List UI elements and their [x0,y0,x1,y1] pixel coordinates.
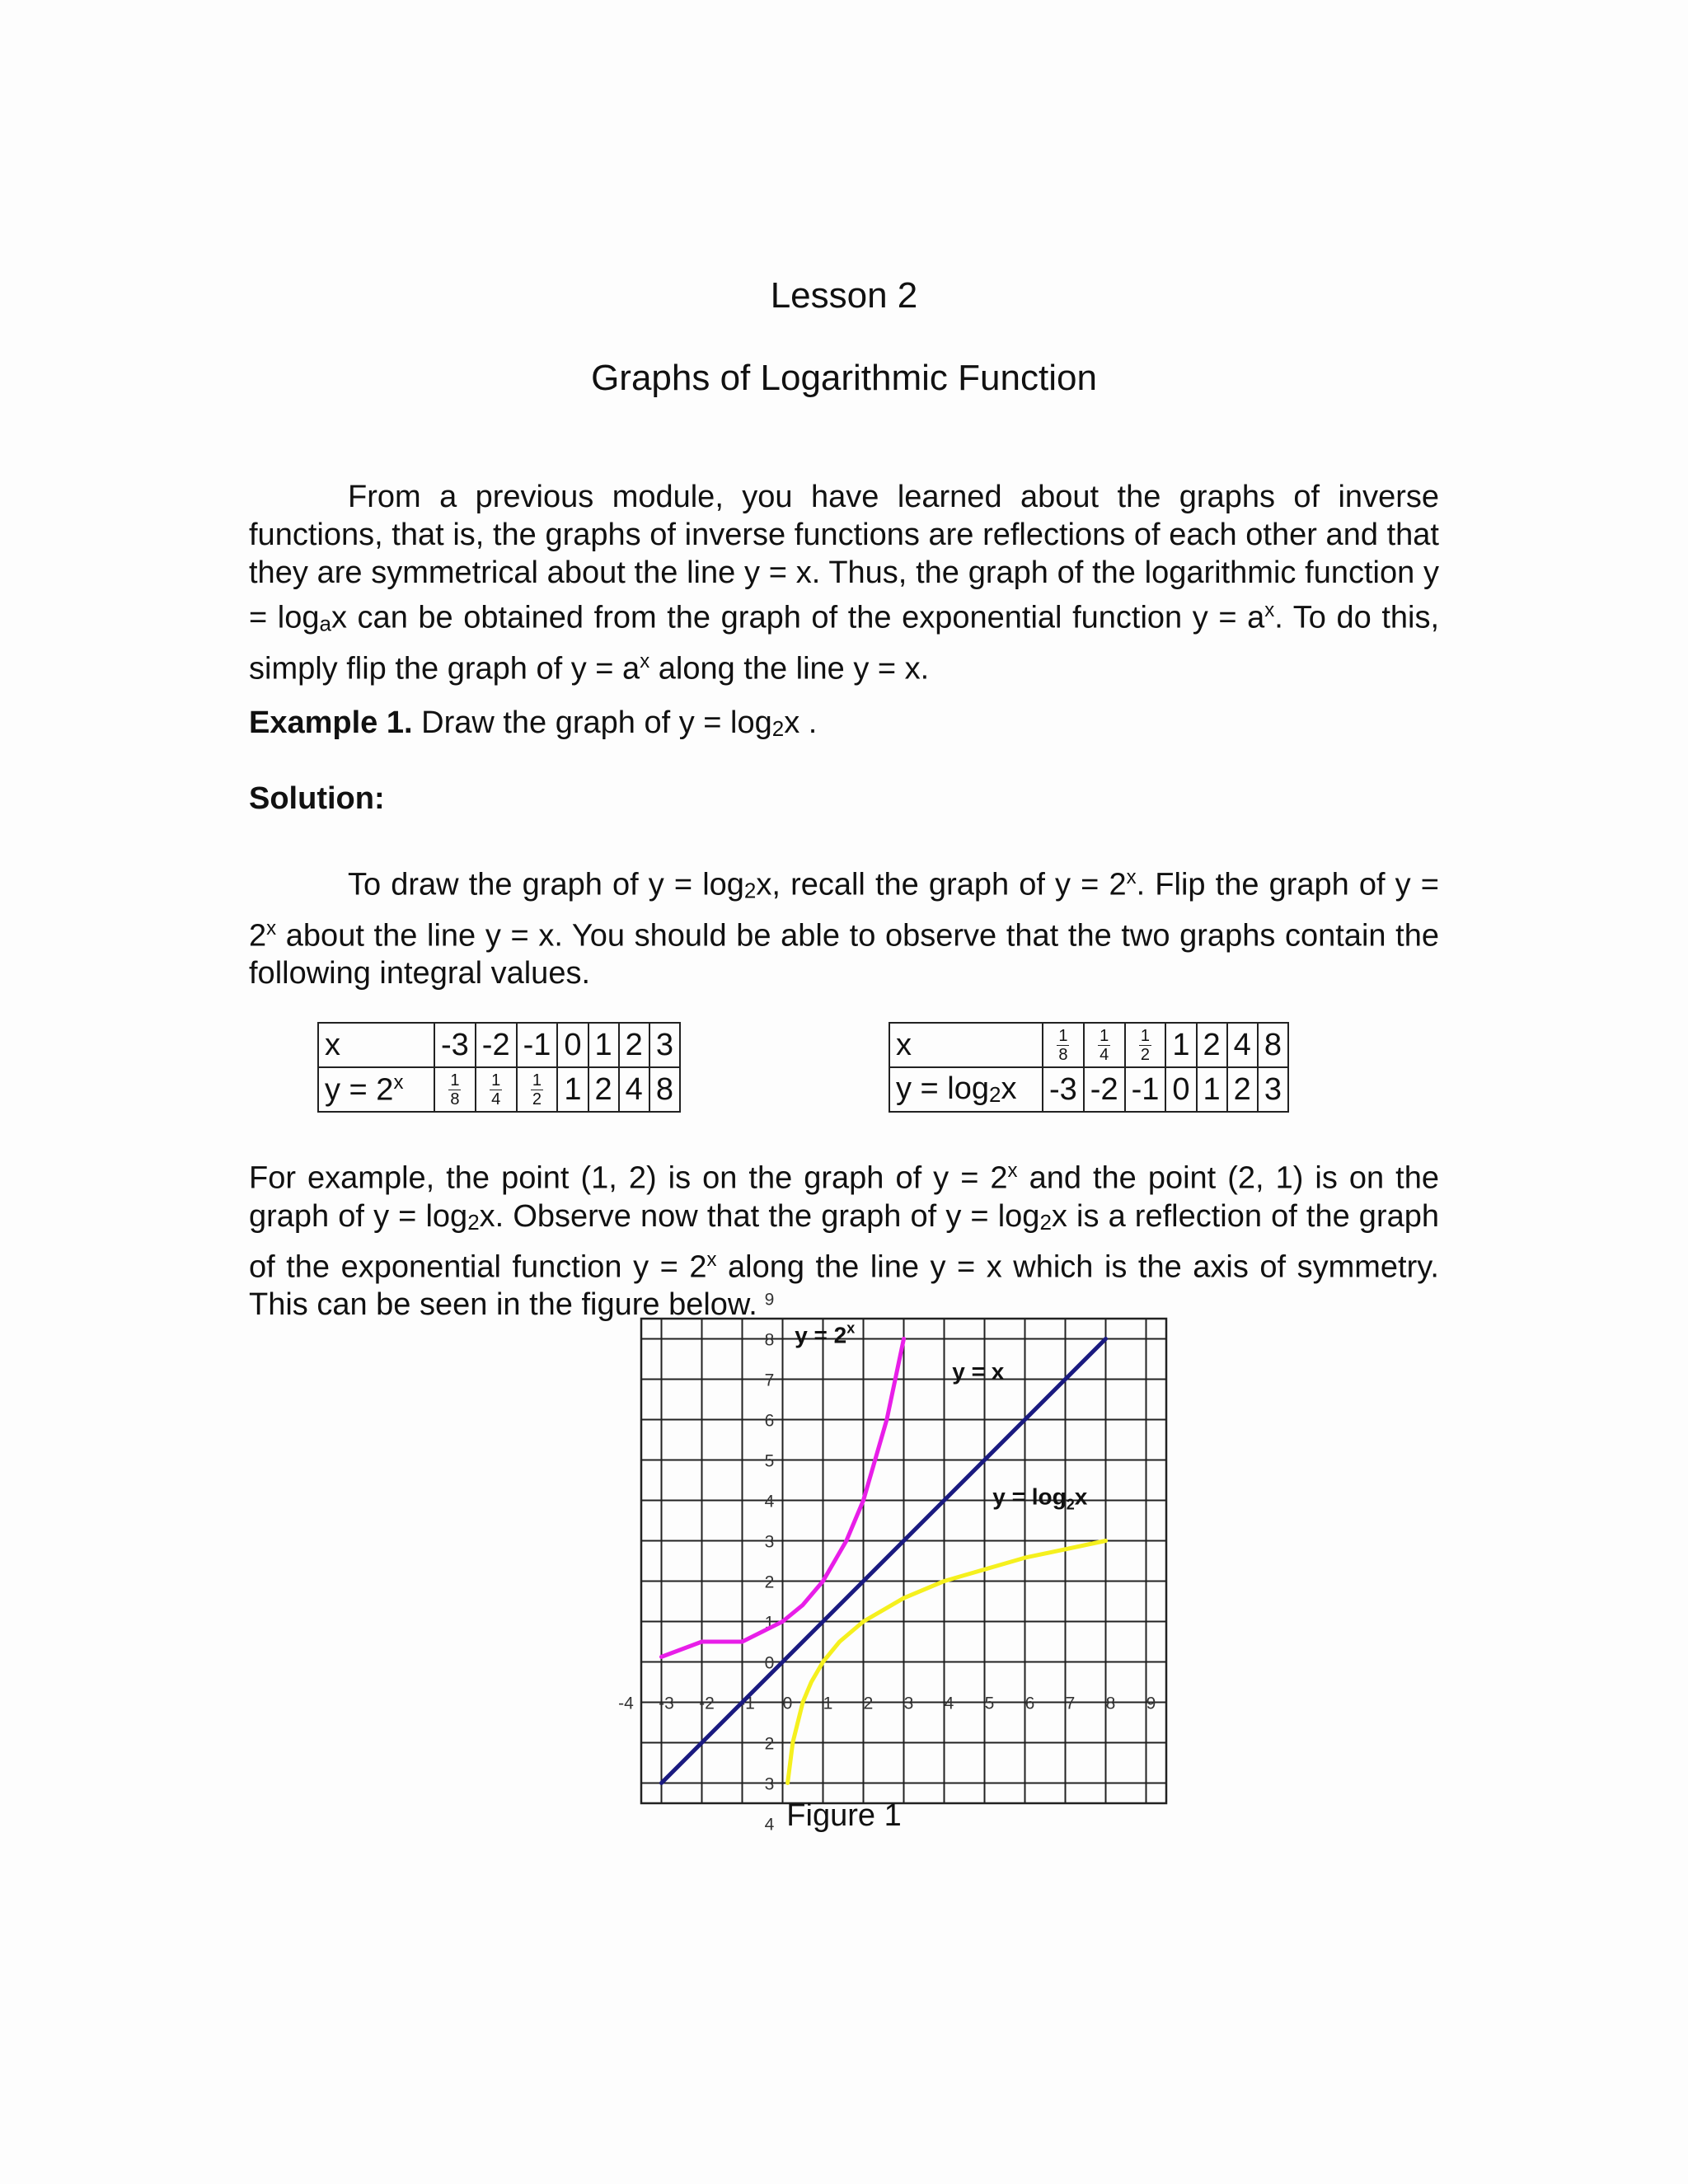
fraction: $\frac{1}{2}$ [532,1071,542,1108]
x-tick-label: 2 [863,1694,874,1713]
x-tick-label: 0 [782,1694,793,1713]
label-identity: y = x [952,1358,1005,1385]
solution-text-3: . Flip the graph of y = 2 [249,867,1439,954]
table-cell [1125,1023,1166,1067]
table-cell: -1 [1125,1067,1166,1112]
explanation-text-1: For example, the point (1, 2) is on the graph of y = 2 [249,1160,1008,1196]
intro-sub-a: a [319,611,331,636]
x-tick-label: 3 [903,1694,914,1713]
explanation-sup-2: x [706,1248,717,1271]
fraction: $\frac{1}{8}$ [1058,1026,1068,1064]
y-tick-label: 2 [764,1572,775,1592]
table-cell [1084,1023,1125,1067]
table-exp-y-row [318,1067,680,1112]
table-exp-y-label-text: y = 2 [325,1072,394,1108]
y-tick-label: 8 [764,1330,775,1350]
identity-line [662,1339,1106,1783]
table-cell: 4 [1227,1023,1258,1067]
explanation-sub-2: 2 [1039,1209,1052,1235]
table-cell [434,1067,476,1112]
lesson-title: Lesson 2 [770,275,918,316]
solution-sup-2: x [266,916,277,940]
table-cell: -1 [517,1023,558,1067]
explanation-text-4: x is a reflection of the graph of the exponential function y = 2 [249,1198,1440,1285]
explanation-sup-1: x [1007,1160,1018,1182]
table-cell: 8 [1258,1023,1288,1067]
x-tick-label: -3 [659,1694,674,1713]
y-tick-label: 1 [764,1613,775,1633]
fraction: $\frac{1}{4}$ [1100,1026,1109,1064]
x-tick-label: 1 [823,1694,833,1713]
table-cell: -2 [1084,1067,1125,1112]
explanation-text-3: x. Observe now that the graph of y = log [479,1198,1040,1234]
y-tick-label: 4 [764,1492,775,1511]
solution-paragraph [249,859,1439,992]
x-tick-label: 6 [1025,1694,1035,1713]
explanation-text-2: and the point (2, 1) is on the graph of y = log [249,1160,1439,1234]
solution-text-1: To draw the graph of y = log [348,867,744,902]
intro-sup-2: x [640,649,650,673]
table-log-y-label-sub: 2 [989,1082,1001,1107]
table-log-y-label-tail: x [1001,1071,1017,1106]
x-tick-label: -4 [618,1694,634,1713]
explanation-paragraph [249,1152,1439,1324]
table-cell: -2 [476,1023,517,1067]
example-label: Example 1. [249,705,413,740]
table-log-x-label: x [889,1023,1043,1067]
intro-text-3: . To do this, simply flip the graph of y = a [249,600,1440,687]
table-cell [1043,1023,1084,1067]
fraction: $\frac{1}{2}$ [1140,1026,1151,1064]
table-cell: 1 [588,1023,619,1067]
table-log-x-row [889,1023,1288,1067]
label-logarithmic: $y = \log_2x$ [992,1483,1088,1513]
y-tick-label: 5 [764,1451,775,1471]
table-cell: 1 [1197,1067,1227,1112]
table-cell: 0 [1165,1067,1196,1112]
table-cell: 2 [1197,1023,1227,1067]
x-tick-label: 4 [944,1694,954,1713]
y-tick-label: 3 [764,1774,775,1794]
table-log-y-label [889,1067,1043,1112]
table-cell [517,1067,558,1112]
x-tick-label: 5 [984,1694,995,1713]
intro-text-4: along the line y = x. [649,651,930,687]
table-cell: 0 [557,1023,588,1067]
y-tick-label: 9 [764,1290,775,1310]
x-tick-label: 8 [1105,1694,1116,1713]
table-cell: 2 [1227,1067,1258,1112]
intro-text-2: x can be obtained from the graph of the exponential function y = a [331,600,1265,635]
solution-sub-1: 2 [743,878,757,903]
intro-text-1: From a previous module, you have learned about the graphs of inverse functions, that is, the graphs of inverse functions are reflections of each other and that they are symmetrical about the line y = x. Thus, the graph of the logarithmic function y = log [249,480,1439,635]
table-cell: 3 [649,1023,680,1067]
example-sub: 2 [771,716,785,741]
table-exp-x-label: x [318,1023,434,1067]
table-log-y-row [889,1067,1288,1112]
explanation-text-5: along the line y = x which is the axis of symmetry. This can be seen in the figure below. [249,1249,1439,1323]
table-cell: 2 [588,1067,619,1112]
solution-text-2: x, recall the graph of y = 2 [756,867,1127,902]
solution-label: Solution: [249,781,385,816]
y-tick-label: 0 [764,1653,775,1673]
table-cell: 4 [619,1067,649,1112]
example-line [249,705,817,742]
x-tick-label: -2 [699,1694,715,1713]
table-cell [476,1067,517,1112]
label-exponential: $y = 2^x$ [795,1319,856,1348]
table-log-y-label-text: y = log [896,1071,990,1106]
fraction: $\frac{1}{8}$ [450,1071,460,1108]
grid [641,1319,1166,1803]
table-cell: 1 [557,1067,588,1112]
y-tick-label: 6 [764,1411,775,1431]
table-cell: -3 [1043,1067,1084,1112]
series [662,1339,1106,1783]
intro-paragraph [249,478,1439,687]
table-cell: 3 [1258,1067,1288,1112]
series-labels [795,1319,1088,1512]
table-exp-y-label-sup: x [393,1071,404,1094]
table-exponential [317,1022,681,1113]
table-cell: 1 [1165,1023,1196,1067]
explanation-sub-1: 2 [467,1209,480,1235]
y-tick-label: 2 [764,1734,775,1754]
table-exp-y-label [318,1067,434,1112]
example-text-a: Draw the graph of y = log [412,705,772,740]
table-exp-x-row [318,1023,680,1067]
x-tick-label: 7 [1065,1694,1076,1713]
lesson-subtitle: Graphs of Logarithmic Function [591,358,1097,398]
intro-sup-1: x [1264,599,1275,621]
example-text-b: x . [784,705,818,740]
x-tick-label: -1 [739,1694,755,1713]
table-cell: -3 [434,1023,476,1067]
x-tick-label: 9 [1146,1694,1156,1713]
fraction: $\frac{1}{4}$ [491,1071,501,1108]
figure-caption: Figure 1 [786,1798,902,1833]
y-tick-label: 3 [764,1532,775,1552]
y-tick-label: 7 [764,1371,775,1390]
table-cell: 2 [619,1023,649,1067]
table-logarithmic [889,1022,1289,1113]
solution-sup-1: x [1126,866,1137,888]
y-tick-label: 4 [764,1815,775,1835]
solution-text-4: about the line y = x. You should be able to observe that the two graphs contain the following integral values. [249,918,1439,991]
table-cell: 8 [649,1067,680,1112]
